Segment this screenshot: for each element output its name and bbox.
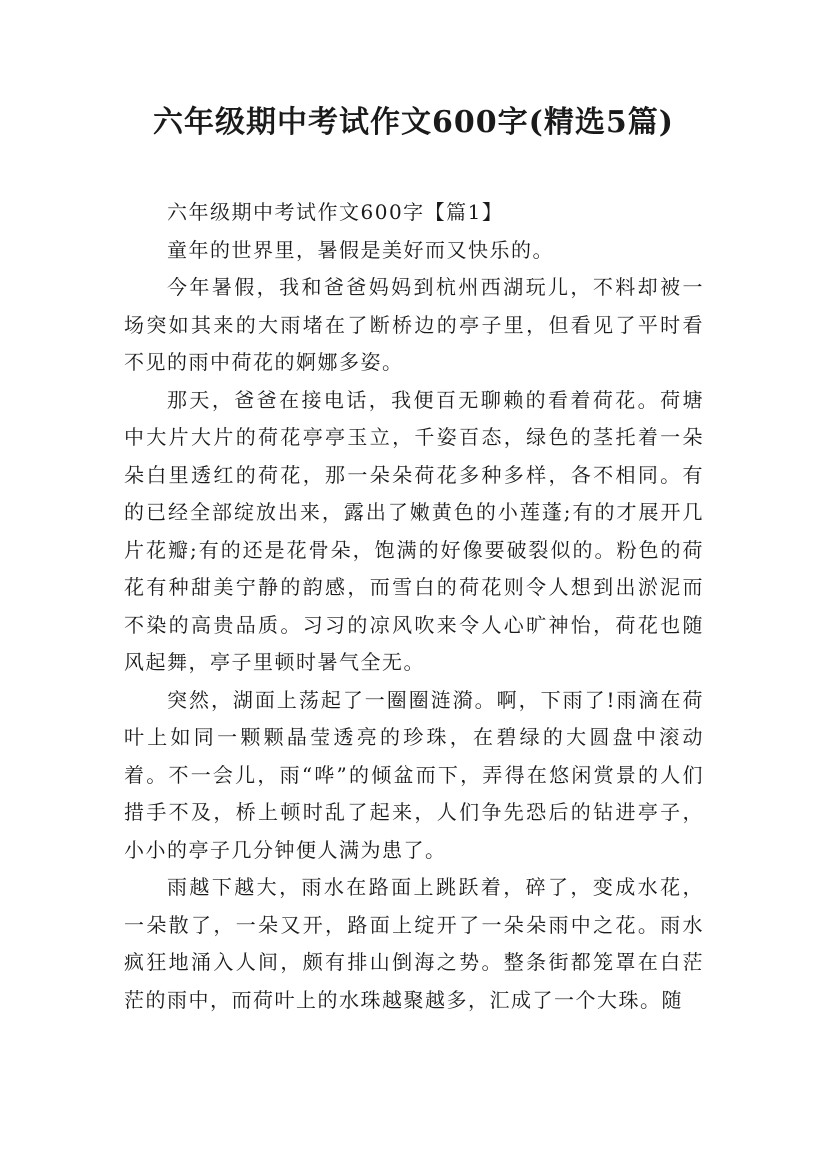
- paragraph: 今年暑假，我和爸爸妈妈到杭州西湖玩儿，不料却被一场突如其来的大雨堵在了断桥边的亭子里，但看见了平时看不见的雨中荷花的婀娜多姿。: [124, 275, 704, 374]
- paragraph: 突然，湖面上荡起了一圈圈涟漪。啊，下雨了!雨滴在荷叶上如同一颗颗晶莹透亮的珍珠，在碧绿的大圆盘中滚动着。不一会儿，雨“哗”的倾盆而下，弄得在悠闲赏景的人们措手不及，桥上顿时乱了起来，人们争先恐后的钻进亭子，小小的亭子几分钟便人满为患了。: [124, 687, 704, 862]
- section-heading: 六年级期中考试作文600字【篇1】: [167, 200, 504, 224]
- paragraph: 童年的世界里，暑假是美好而又快乐的。: [167, 237, 554, 262]
- paragraph: 雨越下越大，雨水在路面上跳跃着，碎了，变成水花，一朵散了，一朵又开，路面上绽开了一朵朵雨中之花。雨水疯狂地涌入人间，颇有排山倒海之势。整条街都笼罩在白茫茫的雨中，而荷叶上的水珠越聚越多，汇成了一个大珠。随: [124, 875, 704, 1012]
- paragraph: 那天，爸爸在接电话，我便百无聊赖的看着荷花。荷塘中大片大片的荷花亭亭玉立，千姿百态，绿色的茎托着一朵朵白里透红的荷花，那一朵朵荷花多种多样，各不相同。有的已经全部绽放出来，露出了嫩黄色的小莲蓬;有的才展开几片花瓣;有的还是花骨朵，饱满的好像要破裂似的。粉色的荷花有种甜美宁静的韵感，而雪白的荷花则令人想到出淤泥而不染的高贵品质。习习的凉风吹来令人心旷神怡，荷花也随风起舞，亭子里顿时暑气全无。: [124, 387, 704, 674]
- document-title: 六年级期中考试作文600字(精选5篇): [153, 105, 674, 140]
- document-body: [124, 194, 704, 1019]
